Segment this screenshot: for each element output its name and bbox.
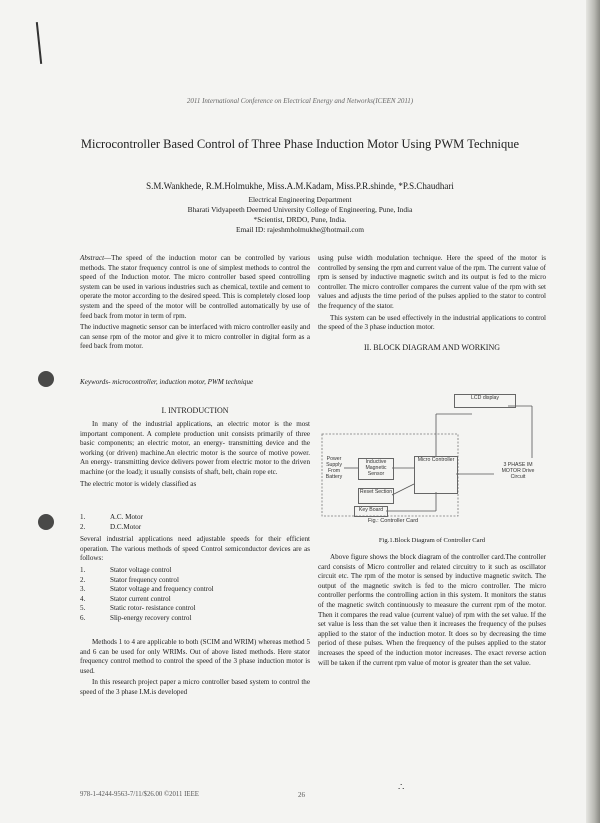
page-number: 26 [298, 791, 305, 799]
diagram-wires [318, 356, 546, 534]
controller-card-label: Fig.: Controller Card [367, 518, 419, 524]
intro-conclusion [80, 638, 310, 700]
right-column-intro [318, 254, 546, 335]
list-item: 1. Stator voltage control [80, 566, 172, 574]
punch-hole-bottom [38, 514, 54, 530]
list-item: 4. Stator current control [80, 594, 171, 603]
affiliation-line: Bharati Vidyapeeth Deemed University College of Engineering, Pune, India [187, 205, 413, 214]
intro-paragraph: Methods 1 to 4 are applicable to both (SCIM and WRIM) whereas method 5 and 6 can be used for only WRIMs. Out of above listed methods. Here stator frequency control method to control the speed of the 3 phase induction motor is used. [80, 638, 310, 675]
punch-hole-top [38, 371, 54, 387]
right-column-body [318, 553, 546, 670]
intro-paragraph: The electric motor is widely classified as [80, 479, 197, 488]
power-supply-label: Power Supply From Battery [325, 456, 343, 480]
figure-caption: Fig.1.Block Diagram of Controller Card [378, 537, 486, 544]
motor-drive-label: 3 PHASE IM MOTOR Drive Circuit [501, 462, 535, 480]
intro-paragraph: In this research project paper a micro controller based system to control the speed of the 3 phase I.M.is developed [80, 678, 310, 696]
author-list: S.M.Wankhede, R.M.Holmukhe, Miss.A.M.Kadam, Miss.P.R.shinde, *P.S.Chaudhari [146, 181, 454, 191]
magnetic-sensor-block: Inductive Magnetic Sensor [358, 458, 394, 480]
reset-section-block: Reset Section [358, 488, 394, 504]
motor-type-list [80, 513, 310, 532]
micro-controller-block: Micro Controller [414, 456, 458, 494]
body-paragraph: This system can be used effectively in the industrial applications to control the speed of the 3 phase induction motor. [318, 313, 546, 332]
list-item: 3. Stator voltage and frequency control [80, 585, 214, 594]
list-item: 2. D.C.Motor [80, 522, 142, 531]
affiliation-email: Email ID: rajeshmholmukhe@hotmail.com [235, 225, 365, 234]
abstract-text: —The speed of the induction motor can be controlled by various methods. The stator frequency control is one of simplest methods to control the speed of the Induction motor. The micro controller based speed controlling system can be used in various industries such as chemical, textile and cement to operate the motor according to the desired speed. This is completely closed loop system and the speed of the motor will be controlled automatically by use of feed back from motor in term of rpm. [80, 254, 310, 320]
pen-mark-glyph: ∴ [398, 782, 405, 793]
section-heading-block-diagram: II. BLOCK DIAGRAM AND WORKING [363, 343, 501, 352]
scan-mark [36, 22, 42, 64]
introduction-body [80, 420, 310, 491]
body-paragraph: using pulse width modulation technique. Here the speed of the motor is controlled by sensing the rpm and current value of the rpm. The current value of rpm is sensed by inductive magnetic switch and its output is fed to the micro controller. The micro controller compares the current value of the rpm with set values and adjusts the time period of the pulses applied to the stator to control the frequency of the stator. [318, 254, 546, 310]
intro-paragraph: Several industrial applications need adjustable speeds for their efficient operation. The various methods of speed Control semiconductor devices are as follows: [80, 535, 310, 563]
list-item: 5. Static rotor- resistance control [80, 604, 196, 613]
keyboard-block: Key Board [354, 506, 388, 517]
list-item: 6. Slip-energy recovery control [80, 613, 192, 622]
intro-paragraph: In many of the industrial applications, an electric motor is the most important component. A complete production unit consists primarily of three basic components; an electric motor, an energy- transmitting device and the working (or driven) machine.An electric motor is the source of motive power. An energy- transmitting device delivers power from electric motor to the driven machine (or the load); it usually consists of shaft, belt, chain rope etc. [80, 420, 310, 476]
abstract-lead: Abstract [80, 254, 105, 262]
list-item: 2. Stator frequency control [80, 575, 179, 584]
abstract-text-2: The inductive magnetic sensor can be interfaced with micro controller easily and can sense rpm of the motor and give it to micro controller in digital form as a feed back from motor. [80, 323, 310, 351]
conference-header: 2011 International Conference on Electrical Energy and Networks(ICEEN 2011) [186, 97, 414, 105]
list-item: 1. A.C. Motor [80, 513, 143, 521]
section-heading-introduction: I. INTRODUCTION [161, 406, 229, 415]
scan-edge-shadow [586, 0, 600, 823]
keywords: Keywords- microcontroller, induction motor, PWM technique [80, 378, 254, 386]
speed-control-methods-list [80, 566, 310, 624]
paper-title: Microcontroller Based Control of Three Phase Induction Motor Using PWM Technique [80, 137, 520, 151]
block-diagram-figure [318, 356, 546, 534]
affiliation-block [100, 195, 500, 235]
affiliation-line: *Scientist, DRDO, Pune, India. [253, 215, 347, 224]
lcd-display-block: LCD display [454, 394, 516, 408]
body-paragraph: Above figure shows the block diagram of the controller card.The controller card consists of Micro controller and related circuitry to it such as oscillator circuit etc. The rpm of the motor is sensed by inductive magnetic switch. The output of the magnetic switch is fed to the micro controller. The micro controller performs the controlling action in this system. It monitors the status of the magnetic switch continuously to measure the current rpm of the motor. Then it compares the read value (current value) of rpm with the set value. If the set value is less than the set value then it increases the frequency of the pulses applied to the stator of the induction motor. It does so by decreasing the time period of these pulses. When the frequency of the pulses applied to the stator increases the speed of the induction motor increases. The exact reverse action will be taken if the current rpm value of motor is greater than the set value. [318, 553, 546, 667]
abstract [80, 254, 310, 354]
footer-isbn: 978-1-4244-9563-7/11/$26.00 ©2011 IEEE [80, 791, 199, 798]
affiliation-line: Electrical Engineering Department [248, 195, 352, 204]
